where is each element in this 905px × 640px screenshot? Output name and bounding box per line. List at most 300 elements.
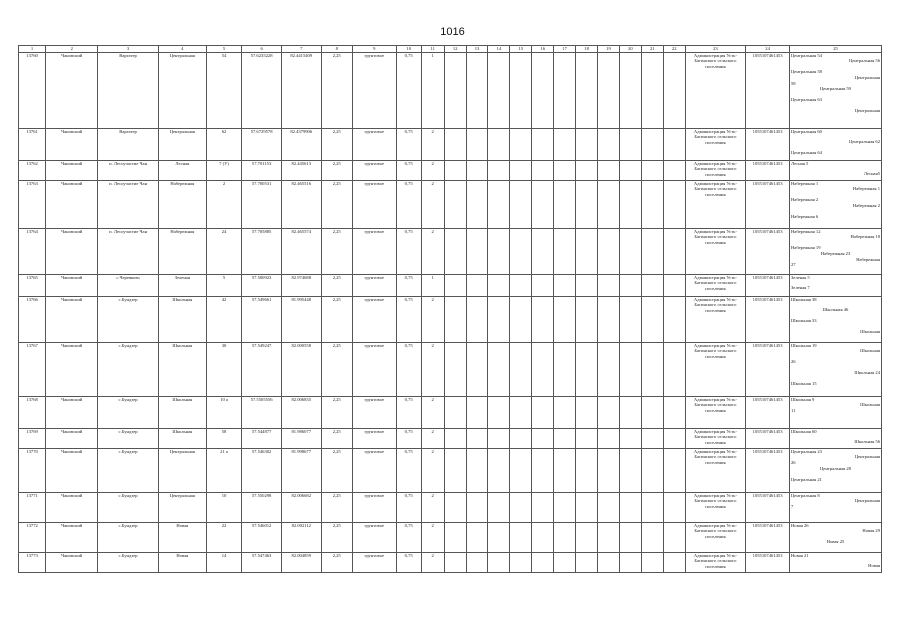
- empty-cell: [576, 160, 598, 180]
- volume-cell: 0,75: [396, 522, 421, 552]
- house-cell: 22: [206, 522, 241, 552]
- empty-cell: [598, 396, 620, 428]
- empty-cell: [466, 522, 488, 552]
- served-address: Зеленая 7: [790, 285, 810, 291]
- table-row: [19, 160, 882, 180]
- area-cell: 2,25: [321, 128, 352, 160]
- empty-cell: [641, 342, 663, 396]
- served-addresses-cell: [789, 180, 881, 228]
- table-row: [19, 274, 882, 296]
- owner-cell: Администрация Усть-Багинского сельского поселения: [685, 296, 746, 342]
- empty-cell: [598, 296, 620, 342]
- served-address: Лесная5: [863, 171, 880, 177]
- surface-cell: грунтовое: [352, 274, 396, 296]
- area-cell: 2,25: [321, 522, 352, 552]
- table-row: [19, 492, 882, 522]
- empty-cell: [532, 52, 554, 128]
- served-address: 26: [790, 460, 796, 466]
- served-address: Школьная 15: [790, 380, 817, 386]
- empty-cell: [466, 228, 488, 274]
- served-address: Школьная: [860, 328, 880, 334]
- owner-cell: Администрация Усть-Багинского сельского поселения: [685, 180, 746, 228]
- longitude-cell: 82.002112: [281, 522, 321, 552]
- empty-cell: [466, 274, 488, 296]
- served-address: Центральная 60: [790, 128, 822, 134]
- empty-cell: [663, 128, 685, 160]
- served-address: Центральная 28: [819, 465, 851, 471]
- locality-cell: Варгатер: [98, 128, 159, 160]
- empty-cell: [466, 428, 488, 448]
- count-cell: 2: [421, 522, 444, 552]
- served-addresses-cell: [789, 492, 881, 522]
- empty-cell: [576, 448, 598, 492]
- row-number: 13772: [19, 522, 46, 552]
- empty-cell: [510, 128, 532, 160]
- area-cell: 2,25: [321, 552, 352, 572]
- served-address: Набережная 1: [852, 186, 880, 192]
- empty-cell: [598, 274, 620, 296]
- owner-cell: Администрация Усть-Багинского сельского поселения: [685, 522, 746, 552]
- empty-cell: [510, 492, 532, 522]
- served-address: Центральная 59: [819, 86, 851, 92]
- owner-cell: Администрация Усть-Багинского сельского поселения: [685, 52, 746, 128]
- empty-cell: [488, 296, 510, 342]
- empty-cell: [488, 522, 510, 552]
- served-address: Школьная 33: [790, 318, 817, 324]
- street-cell: Новая: [158, 522, 206, 552]
- empty-cell: [466, 396, 488, 428]
- locality-cell: п. Лесоучастие Чан: [98, 228, 159, 274]
- surface-cell: грунтовое: [352, 228, 396, 274]
- empty-cell: [554, 428, 576, 448]
- empty-cell: [598, 522, 620, 552]
- surface-cell: грунтовое: [352, 396, 396, 428]
- empty-cell: [532, 160, 554, 180]
- empty-cell: [641, 492, 663, 522]
- empty-cell: [663, 160, 685, 180]
- longitude-cell: 82.974688: [281, 274, 321, 296]
- served-address: Новая 26: [790, 522, 809, 528]
- house-cell: 21 а: [206, 448, 241, 492]
- column-number-header: 14: [488, 46, 510, 53]
- served-address: Школьная: [860, 402, 880, 408]
- empty-cell: [641, 128, 663, 160]
- empty-cell: [619, 492, 641, 522]
- served-address: Набережная 1: [790, 180, 819, 186]
- column-number-header: 22: [663, 46, 685, 53]
- empty-cell: [466, 552, 488, 572]
- area-cell: 2,25: [321, 396, 352, 428]
- empty-cell: [532, 128, 554, 160]
- area-cell: 2,25: [321, 52, 352, 128]
- empty-cell: [554, 552, 576, 572]
- ogrn-cell: 1055107461453: [746, 342, 790, 396]
- empty-cell: [576, 552, 598, 572]
- served-address: Школьная 60: [790, 428, 817, 434]
- empty-cell: [554, 228, 576, 274]
- column-number-header: 3: [98, 46, 159, 53]
- table-row: [19, 342, 882, 396]
- served-address: Новая 29: [862, 528, 880, 534]
- served-address: Центральная: [854, 454, 880, 460]
- column-number-header: 19: [598, 46, 620, 53]
- empty-cell: [510, 522, 532, 552]
- served-address: Набережная 6: [790, 213, 819, 219]
- empty-cell: [532, 428, 554, 448]
- table-row: [19, 448, 882, 492]
- served-address: Новая 25: [826, 539, 845, 545]
- served-addresses-cell: [789, 448, 881, 492]
- street-cell: Лесная: [158, 160, 206, 180]
- owner-cell: Администрация Усть-Багинского сельского поселения: [685, 128, 746, 160]
- empty-cell: [554, 128, 576, 160]
- served-address: Школьная 19: [790, 342, 817, 348]
- ogrn-cell: 1055107461453: [746, 522, 790, 552]
- empty-cell: [576, 180, 598, 228]
- volume-cell: 0,75: [396, 448, 421, 492]
- empty-cell: [554, 180, 576, 228]
- locality-cell: с.Бундзер: [98, 552, 159, 572]
- register-table: [18, 45, 882, 573]
- empty-cell: [641, 396, 663, 428]
- empty-cell: [663, 342, 685, 396]
- locality-cell: с.Бундзер: [98, 522, 159, 552]
- street-cell: Школьная: [158, 396, 206, 428]
- area-cell: 2,25: [321, 448, 352, 492]
- empty-cell: [554, 274, 576, 296]
- district-cell: Чановский: [46, 552, 98, 572]
- longitude-cell: 82.465574: [281, 228, 321, 274]
- empty-cell: [576, 52, 598, 128]
- area-cell: 2,25: [321, 428, 352, 448]
- area-cell: 2,25: [321, 296, 352, 342]
- empty-cell: [576, 428, 598, 448]
- empty-cell: [598, 52, 620, 128]
- empty-cell: [444, 428, 466, 448]
- latitude-cell: 57.544877: [242, 428, 282, 448]
- empty-cell: [641, 160, 663, 180]
- locality-cell: с.Бундзер: [98, 396, 159, 428]
- longitude-cell: 82.465516: [281, 180, 321, 228]
- ogrn-cell: 1055107461453: [746, 296, 790, 342]
- empty-cell: [488, 228, 510, 274]
- empty-cell: [663, 522, 685, 552]
- owner-cell: Администрация Усть-Багинского сельского поселения: [685, 396, 746, 428]
- row-number: 13763: [19, 180, 46, 228]
- empty-cell: [510, 296, 532, 342]
- longitude-cell: 82.4415409: [281, 52, 321, 128]
- empty-cell: [641, 552, 663, 572]
- table-row: [19, 52, 882, 128]
- empty-cell: [510, 552, 532, 572]
- empty-cell: [488, 448, 510, 492]
- empty-cell: [619, 342, 641, 396]
- street-cell: Центральная: [158, 128, 206, 160]
- area-cell: 2,25: [321, 342, 352, 396]
- column-number-header: 4: [158, 46, 206, 53]
- served-address: Школьная 46: [822, 307, 849, 313]
- street-cell: Новая: [158, 552, 206, 572]
- served-addresses-cell: [789, 274, 881, 296]
- owner-cell: Администрация Усть-Багинского сельского поселения: [685, 342, 746, 396]
- latitude-cell: 57.705885: [242, 228, 282, 274]
- empty-cell: [466, 128, 488, 160]
- volume-cell: 0,75: [396, 52, 421, 128]
- volume-cell: 0,75: [396, 180, 421, 228]
- column-number-header: 20: [619, 46, 641, 53]
- empty-cell: [444, 492, 466, 522]
- owner-cell: Администрация Усть-Багинского сельского поселения: [685, 228, 746, 274]
- house-cell: 5: [206, 274, 241, 296]
- empty-cell: [598, 428, 620, 448]
- register-body: [19, 52, 882, 572]
- empty-cell: [532, 448, 554, 492]
- empty-cell: [598, 342, 620, 396]
- street-cell: Школьная: [158, 342, 206, 396]
- empty-cell: [619, 52, 641, 128]
- empty-cell: [532, 296, 554, 342]
- column-number-header: 15: [510, 46, 532, 53]
- empty-cell: [619, 552, 641, 572]
- served-address: Центральная 21: [790, 476, 822, 482]
- served-address: Школьная 56: [854, 439, 880, 445]
- district-cell: Чановский: [46, 52, 98, 128]
- empty-cell: [532, 180, 554, 228]
- empty-cell: [576, 342, 598, 396]
- count-cell: 2: [421, 128, 444, 160]
- served-address: Центральная 62: [849, 139, 880, 145]
- empty-cell: [663, 396, 685, 428]
- column-number-header: 12: [444, 46, 466, 53]
- served-address: Центральная 54: [790, 52, 822, 58]
- served-address: Школьная 9: [790, 396, 815, 402]
- district-cell: Чановский: [46, 274, 98, 296]
- locality-cell: с.Бундзер: [98, 296, 159, 342]
- district-cell: Чановский: [46, 522, 98, 552]
- area-cell: 2,25: [321, 160, 352, 180]
- empty-cell: [510, 428, 532, 448]
- district-cell: Чановский: [46, 448, 98, 492]
- latitude-cell: 57.6235228: [242, 52, 282, 128]
- empty-cell: [488, 396, 510, 428]
- column-number-header: 2: [46, 46, 98, 53]
- served-address: Школьная 38: [790, 296, 817, 302]
- ogrn-cell: 1055107461453: [746, 128, 790, 160]
- volume-cell: 0,75: [396, 228, 421, 274]
- street-cell: Центральная: [158, 448, 206, 492]
- empty-cell: [641, 296, 663, 342]
- latitude-cell: 57.549247: [242, 342, 282, 396]
- locality-cell: с.Бундзер: [98, 428, 159, 448]
- surface-cell: грунтовое: [352, 492, 396, 522]
- column-number-header: 25: [789, 46, 881, 53]
- served-address: Центральная 58: [790, 69, 822, 75]
- district-cell: Чановский: [46, 160, 98, 180]
- empty-cell: [444, 448, 466, 492]
- ogrn-cell: 1055107461453: [746, 428, 790, 448]
- empty-cell: [641, 52, 663, 128]
- surface-cell: грунтовое: [352, 342, 396, 396]
- column-number-header: 21: [641, 46, 663, 53]
- street-cell: Зеленая: [158, 274, 206, 296]
- district-cell: Чановский: [46, 296, 98, 342]
- row-number: 13761: [19, 128, 46, 160]
- locality-cell: Варгатер: [98, 52, 159, 128]
- table-row: [19, 396, 882, 428]
- empty-cell: [598, 228, 620, 274]
- row-number: 13770: [19, 448, 46, 492]
- surface-cell: грунтовое: [352, 180, 396, 228]
- empty-cell: [554, 342, 576, 396]
- served-address: 26: [790, 359, 796, 365]
- row-number: 13765: [19, 274, 46, 296]
- house-cell: 10 а: [206, 396, 241, 428]
- column-number-header: 17: [554, 46, 576, 53]
- owner-cell: Администрация Усть-Багинского сельского поселения: [685, 428, 746, 448]
- served-addresses-cell: [789, 396, 881, 428]
- street-cell: Школьная: [158, 296, 206, 342]
- served-address: Зеленая 5: [790, 274, 810, 280]
- served-address: Центральная 8: [790, 492, 820, 498]
- empty-cell: [444, 522, 466, 552]
- empty-cell: [444, 274, 466, 296]
- house-cell: 54: [206, 52, 241, 128]
- empty-cell: [663, 552, 685, 572]
- locality-cell: с.Бундзер: [98, 448, 159, 492]
- street-cell: Центральная: [158, 52, 206, 128]
- column-number-header: 10: [396, 46, 421, 53]
- owner-cell: Администрация Усть-Багинского сельского поселения: [685, 492, 746, 522]
- column-number-header: 13: [466, 46, 488, 53]
- served-address: Лесная 5: [790, 160, 809, 166]
- column-number-header: 1: [19, 46, 46, 53]
- empty-cell: [488, 160, 510, 180]
- latitude-cell: 57.546302: [242, 448, 282, 492]
- table-row: [19, 128, 882, 160]
- volume-cell: 0,75: [396, 128, 421, 160]
- served-address: Центральная: [854, 498, 880, 504]
- empty-cell: [619, 522, 641, 552]
- surface-cell: грунтовое: [352, 552, 396, 572]
- empty-cell: [444, 396, 466, 428]
- served-addresses-cell: [789, 296, 881, 342]
- house-cell: 42: [206, 296, 241, 342]
- served-address: 7: [790, 504, 794, 510]
- column-number-header: 11: [421, 46, 444, 53]
- empty-cell: [466, 492, 488, 522]
- empty-cell: [619, 274, 641, 296]
- empty-cell: [466, 160, 488, 180]
- empty-cell: [663, 428, 685, 448]
- surface-cell: грунтовое: [352, 448, 396, 492]
- served-address: Набережная 23: [820, 250, 851, 256]
- table-row: [19, 552, 882, 572]
- district-cell: Чановский: [46, 492, 98, 522]
- served-address: Центральная 63: [790, 97, 822, 103]
- ogrn-cell: 1055107461453: [746, 180, 790, 228]
- empty-cell: [488, 274, 510, 296]
- count-cell: 2: [421, 428, 444, 448]
- owner-cell: Администрация Усть-Багинского сельского поселения: [685, 274, 746, 296]
- empty-cell: [488, 492, 510, 522]
- empty-cell: [466, 52, 488, 128]
- count-cell: 1: [421, 52, 444, 128]
- column-number-row: [19, 46, 882, 53]
- empty-cell: [510, 396, 532, 428]
- ogrn-cell: 1055107461453: [746, 52, 790, 128]
- count-cell: 2: [421, 396, 444, 428]
- surface-cell: грунтовое: [352, 160, 396, 180]
- empty-cell: [532, 552, 554, 572]
- page-number: 1016: [440, 26, 465, 38]
- served-address: Центральная 56: [849, 58, 880, 64]
- empty-cell: [488, 180, 510, 228]
- surface-cell: грунтовое: [352, 52, 396, 128]
- table-row: [19, 522, 882, 552]
- empty-cell: [663, 228, 685, 274]
- count-cell: 2: [421, 160, 444, 180]
- row-number: 13769: [19, 428, 46, 448]
- district-cell: Чановский: [46, 228, 98, 274]
- column-number-header: 18: [576, 46, 598, 53]
- volume-cell: 0,75: [396, 492, 421, 522]
- empty-cell: [510, 274, 532, 296]
- row-number: 13764: [19, 228, 46, 274]
- served-addresses-cell: [789, 228, 881, 274]
- row-number: 13771: [19, 492, 46, 522]
- empty-cell: [532, 274, 554, 296]
- street-cell: Набережная: [158, 228, 206, 274]
- served-address: Набережная 19: [790, 245, 821, 251]
- served-address: Набережная 2: [790, 197, 819, 203]
- ogrn-cell: 1055107461453: [746, 396, 790, 428]
- empty-cell: [532, 228, 554, 274]
- area-cell: 2,25: [321, 492, 352, 522]
- longitude-cell: 82.445613: [281, 160, 321, 180]
- district-cell: Чановский: [46, 180, 98, 228]
- volume-cell: 0,75: [396, 160, 421, 180]
- empty-cell: [641, 428, 663, 448]
- served-address: Центральная 23: [790, 448, 822, 454]
- empty-cell: [532, 396, 554, 428]
- empty-cell: [554, 296, 576, 342]
- empty-cell: [488, 128, 510, 160]
- empty-cell: [641, 522, 663, 552]
- owner-cell: Администрация Усть-Багинского сельского поселения: [685, 160, 746, 180]
- empty-cell: [641, 274, 663, 296]
- empty-cell: [532, 342, 554, 396]
- longitude-cell: 81.998677: [281, 448, 321, 492]
- district-cell: Чановский: [46, 428, 98, 448]
- empty-cell: [576, 228, 598, 274]
- served-address: 11: [790, 408, 796, 414]
- empty-cell: [532, 492, 554, 522]
- served-address: 58: [790, 80, 796, 86]
- served-address: Набережная: [856, 256, 880, 262]
- empty-cell: [488, 342, 510, 396]
- table-row: [19, 180, 882, 228]
- volume-cell: 0,75: [396, 342, 421, 396]
- latitude-cell: 57.549661: [242, 296, 282, 342]
- row-number: 13768: [19, 396, 46, 428]
- empty-cell: [488, 428, 510, 448]
- locality-cell: с.Бундзер: [98, 342, 159, 396]
- row-number: 13767: [19, 342, 46, 396]
- row-number: 13773: [19, 552, 46, 572]
- empty-cell: [619, 296, 641, 342]
- empty-cell: [619, 160, 641, 180]
- district-cell: Чановский: [46, 128, 98, 160]
